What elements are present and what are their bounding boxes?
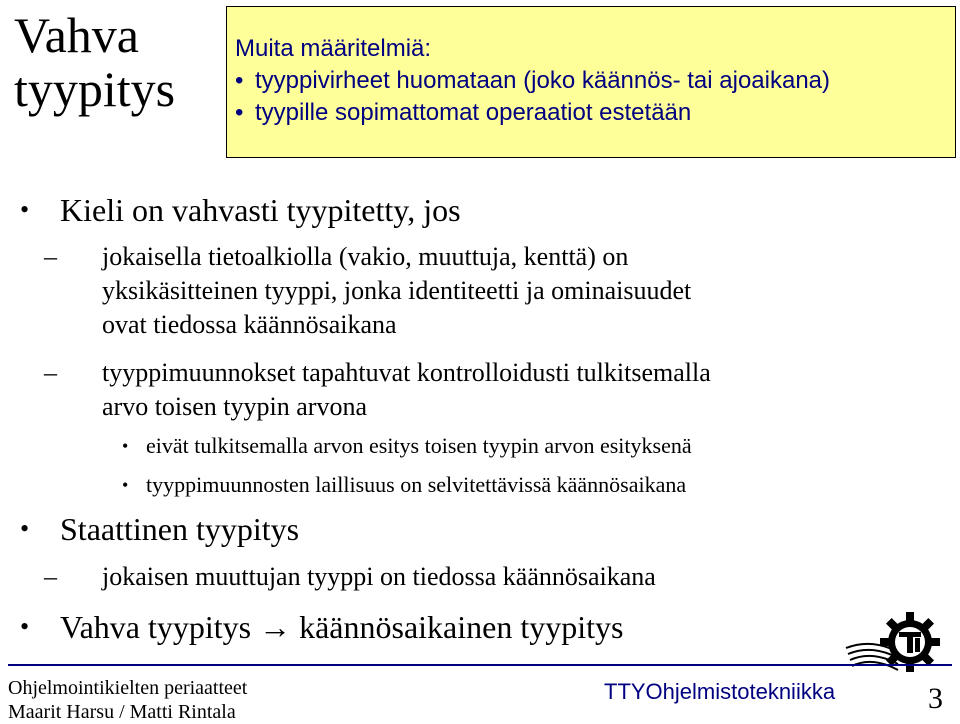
bullet-text: Staattinen tyypitys bbox=[60, 511, 300, 547]
bullet-icon: • bbox=[20, 195, 30, 224]
definition-heading: Muita määritelmiä: bbox=[235, 35, 432, 62]
bullet-text-part1: Vahva tyypitys bbox=[60, 609, 252, 645]
dash-icon: – bbox=[44, 358, 57, 387]
bullet-strong-vs-compile-time bbox=[20, 609, 624, 645]
bullet-static-typing bbox=[20, 511, 300, 547]
definition-item-text: tyypille sopimattomat operaatiot estetään bbox=[255, 99, 692, 126]
sub-bullet-text: jokaisen muuttujan tyyppi on tiedossa käännösaikana bbox=[102, 562, 656, 591]
bullet-icon: • bbox=[122, 436, 129, 456]
sub-sub-bullet-text: tyyppimuunnosten laillisuus on selvitettävissä käännösaikana bbox=[146, 472, 687, 497]
bullet-icon: • bbox=[235, 99, 244, 126]
slide-number: 3 bbox=[928, 682, 943, 715]
logo-gear bbox=[880, 612, 940, 672]
sub-bullet-continuation: arvo toisen tyypin arvona bbox=[102, 392, 367, 421]
sub-bullet-variable-type bbox=[44, 560, 656, 594]
definition-item bbox=[235, 97, 955, 129]
sub-bullet-text: jokaisella tietoalkiolla (vakio, muuttuja, kenttä) on bbox=[102, 242, 629, 271]
footer-course: Ohjelmointikielten periaatteet bbox=[8, 677, 248, 699]
bullet-icon: • bbox=[20, 612, 30, 641]
bullet-strong-typing bbox=[20, 192, 461, 228]
bullet-icon: • bbox=[235, 67, 244, 94]
sub-bullet-continuation: ovat tiedossa käännösaikana bbox=[102, 310, 397, 339]
footer-left bbox=[8, 676, 247, 724]
sub-bullet-data-item-type bbox=[44, 240, 629, 274]
bullet-text-part2: käännösaikainen tyypitys bbox=[299, 609, 624, 645]
sub-bullet-continuation: yksikäsitteinen tyyppi, jonka identiteetti ja ominaisuudet bbox=[102, 276, 692, 305]
bullet-icon: • bbox=[122, 475, 129, 495]
footer-divider bbox=[8, 664, 952, 666]
tut-gear-logo-icon bbox=[842, 608, 942, 680]
slide-title bbox=[14, 8, 175, 116]
dash-icon: – bbox=[44, 242, 57, 271]
slide-title-line1: Vahva bbox=[14, 7, 139, 63]
sub-sub-bullet-representation bbox=[122, 431, 692, 461]
bullet-text: Kieli on vahvasti tyypitetty, jos bbox=[60, 192, 461, 228]
definition-list bbox=[235, 65, 955, 129]
definition-box bbox=[226, 6, 956, 158]
footer-department: TTYOhjelmistotekniikka bbox=[604, 679, 836, 704]
right-arrow-icon: → bbox=[259, 609, 292, 645]
sub-sub-bullet-legality bbox=[122, 470, 687, 500]
sub-bullet-text: tyyppimuunnokset tapahtuvat kontrolloidusti tulkitsemalla bbox=[102, 358, 711, 387]
bullet-icon: • bbox=[20, 514, 30, 543]
sub-bullet-type-conversions bbox=[44, 356, 711, 390]
slide-title-line2: tyypitys bbox=[14, 61, 176, 117]
definition-item-text: tyyppivirheet huomataan (joko käännös- tai ajoaikana) bbox=[255, 67, 831, 94]
sub-sub-bullet-text: eivät tulkitsemalla arvon esitys toisen tyypin arvon esityksenä bbox=[146, 433, 692, 458]
dash-icon: – bbox=[44, 562, 57, 591]
footer-authors: Maarit Harsu / Matti Rintala bbox=[8, 701, 236, 723]
definition-item bbox=[235, 65, 955, 97]
